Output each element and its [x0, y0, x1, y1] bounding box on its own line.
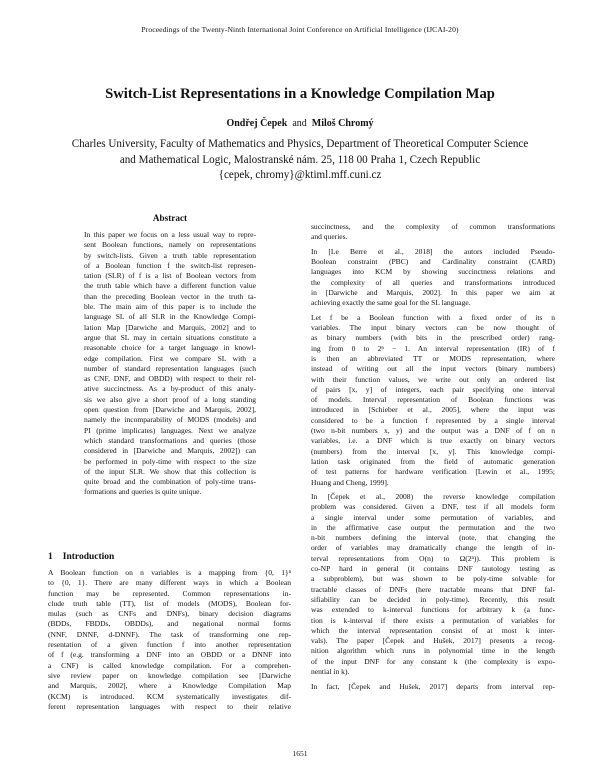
introduction-body — [48, 568, 291, 712]
text-line: n-bit numbers defining the interval (note, that changing the — [311, 533, 555, 543]
text-line: sifiability can be decided in poly-time). Recently, this result — [311, 594, 555, 604]
text-line: be performed in poly-time with respect to the size — [84, 456, 256, 466]
text-line: tion is k-interval if there exists a permutation of variables for — [311, 615, 555, 625]
text-line: edge compilation. First we compare SL with a — [84, 353, 256, 363]
text-line: to {0, 1}. There are many different ways in which a Boolean — [48, 578, 291, 588]
text-line: sis we also give a short proof of a long standing — [84, 394, 256, 404]
text-line: In [Čepek et al., 2008) the reverse knowledge compilation — [311, 491, 555, 501]
text-line: order of variables may dramatically change the length of in- — [311, 543, 555, 553]
text-line: of a Boolean function f the switch-list represen- — [84, 260, 256, 270]
text-line: lation task originated from the field of automatic generation — [311, 456, 555, 466]
text-line: as CNF, DNF, and OBDD) with respect to their rel- — [84, 374, 256, 384]
text-line: ative succinctness. As a by-product of this analy- — [84, 384, 256, 394]
text-line: of the input SLR. We show that this collection is — [84, 466, 256, 476]
text-line: ble. The main aim of this paper is to include the — [84, 302, 256, 312]
text-line: in the affirmative case output the permutation and the two — [311, 522, 555, 532]
text-line: function may be represented. Common representations in- — [48, 588, 291, 598]
abstract-heading: Abstract — [152, 213, 188, 223]
text-line: argue that SL may in certain situations constitute a — [84, 332, 256, 342]
text-line: variables. The input binary vectors can be now thought of — [311, 323, 555, 333]
text-line: (two n-bit numbers x, y) and the output was a DNF of f on n — [311, 426, 555, 436]
author-conjunction: and — [292, 118, 307, 129]
text-line: nition algorithm which runs in polynomial time in the length — [311, 646, 555, 656]
text-line: mulas (such as CNFs and DNFs), binary decision diagrams — [48, 609, 291, 619]
text-line: co-NP hard in general (it contains DNF tautology testing as — [311, 564, 555, 574]
text-line: Boolean constraint (PBC) and Cardinality constraint (CARD) — [311, 257, 555, 267]
text-line: succinctness, and the complexity of common transformations — [311, 222, 555, 231]
paragraph — [311, 682, 555, 692]
text-line: In fact, [Čepek and Hušek, 2017] departs from interval rep- — [311, 681, 555, 691]
text-line: than the preceding Boolean vector in the truth ta- — [84, 291, 256, 301]
text-line: (numbers) from the interval [x, y]. This knowledge compi- — [311, 446, 555, 456]
text-line: formations and queries is quite unique. — [84, 487, 202, 497]
text-line: problem was considered. Given a DNF, test if all models form — [311, 502, 555, 512]
author-1: Ondřej Čepek — [226, 118, 288, 129]
paper-title: Switch-List Representations in a Knowledge Compilation Map — [105, 86, 495, 102]
text-line: considered in [Darwiche and Marquis, 2002]) can — [84, 446, 256, 456]
text-line: of test patterns for hardware verification [Lewin et al., 1995; — [311, 467, 555, 477]
text-line: a CNF) is called knowledge compilation. For a comprehen- — [48, 660, 291, 670]
text-line: ing from 0 to 2ⁿ − 1. An interval representation (IR) of f — [311, 343, 555, 353]
author-list — [0, 118, 600, 129]
text-line: a single interval under some permutation of variables, and — [311, 512, 555, 522]
text-line: vals). The paper [Čepek and Hušek, 2017] presents a recog- — [311, 636, 555, 646]
paragraph — [311, 222, 555, 243]
text-line: the truth table which have a different function value — [84, 281, 256, 291]
text-line: tation (SLR) of f is a list of Boolean vectors from — [84, 271, 256, 281]
text-line: Huang and Cheng, 1999]. — [311, 477, 389, 487]
text-line: (BDDs, FBDDs, OBDDs), and negational normal forms — [48, 619, 291, 629]
text-line: by switch-lists. Given a truth table representation — [84, 250, 256, 260]
text-line: PI (prime implicates) languages. Next we analyze — [84, 425, 256, 435]
author-2: Miloš Chromý — [311, 118, 374, 129]
text-line: In this paper we focus on a less usual way to repre- — [84, 230, 256, 239]
text-line: terval representations from O(n) to Ω(2ⁿ)). This problem is — [311, 553, 555, 563]
text-line: namely the incomparability of MODS (models) and — [84, 415, 256, 425]
text-line: in [Darwiche and Marquis, 2002]. In this paper we aim at — [311, 287, 555, 297]
text-line: as binary numbers (with bits in the prescribed order) rang- — [311, 333, 555, 343]
text-line: In [Le Berre et al., 2018] the autors included Pseudo- — [311, 246, 555, 256]
paragraph — [311, 313, 555, 488]
text-line: considered to be a function f represented by a single interval — [311, 415, 555, 425]
text-line: of models. Interval representation of Boolean functions was — [311, 395, 555, 405]
affiliation-line: Charles University, Faculty of Mathematics and Physics, Department of Theoretical Computer Science — [71, 138, 529, 150]
text-line: and Marquis, 2002], where a Knowledge Compilation Map — [48, 681, 291, 691]
text-line: sive review paper on knowledge compilation see [Darwiche — [48, 670, 291, 680]
paragraph — [311, 492, 555, 677]
text-line: clude truth table (TT), list of models (MODS), Boolean for- — [48, 598, 291, 608]
text-line: tractable classes of DNFs (here tractable means that DNF fal- — [311, 584, 555, 594]
text-line: of pairs [x, y] of integers, each pair specifying one interval — [311, 384, 555, 394]
text-line: of the input DNF for any constant k (the complexity is expo- — [311, 656, 555, 666]
text-line: A Boolean function on n variables is a mapping from {0, 1}ⁿ — [48, 568, 291, 577]
section-title: Introduction — [62, 552, 115, 562]
text-line: open question from [Darwiche and Marquis, 2002], — [84, 405, 256, 415]
affiliation-line: and Mathematical Logic, Malostranské nám. 25, 118 00 Praha 1, Czech Republic — [119, 153, 481, 166]
text-line: which the interval representation consist of at most k inter- — [311, 625, 555, 635]
text-line: introduced in [Schieber et al., 2005], where the input was — [311, 405, 555, 415]
right-column-body — [311, 222, 555, 692]
section-heading — [48, 552, 124, 562]
section-number: 1 — [48, 552, 53, 562]
text-line: and queries. — [311, 232, 348, 242]
text-line: instead of writing out all the input vectors (binary numbers) — [311, 364, 555, 374]
affiliation — [20, 137, 580, 184]
text-line: (NNF, DNNF, d-DNNF). The task of transforming one rep- — [48, 629, 291, 639]
text-line: which standard transformations and queries (those — [84, 435, 256, 445]
author-emails: {cepek, chromy}@ktiml.mff.cuni.cz — [218, 169, 382, 181]
text-line: reasonable choice for a target language in knowl- — [84, 343, 256, 353]
abstract-body — [84, 230, 256, 498]
text-line: is then an abbreviated TT or MODS representation, where — [311, 353, 555, 363]
text-line: languages into KCM by showing succinctness relations and — [311, 267, 555, 277]
text-line: the complexity of all queries and transformations introduced — [311, 277, 555, 287]
text-line: language SL of all SLR in the Knowledge Compi- — [84, 312, 256, 322]
text-line: was extended to k-interval functions for arbitrary k (a func- — [311, 605, 555, 615]
text-line: a subproblem), but was shown to be poly-time solvable for — [311, 574, 555, 584]
text-line: achieving exactly the same goal for the SL language. — [311, 298, 471, 308]
text-line: quite broad and the combination of poly-time trans- — [84, 477, 256, 487]
text-line: with their function values, we write out only an ordered list — [311, 374, 555, 384]
text-line: number of standard representation languages (such — [84, 363, 256, 373]
text-line: lation Map [Darwiche and Marquis, 2002] and to — [84, 322, 256, 332]
page-number: 1651 — [292, 749, 308, 758]
text-line: (KCM) is introduced. KCM systematically investigates dif- — [48, 691, 291, 701]
text-line: variables, i.e. a DNF which is true exactly on binary vectors — [311, 436, 555, 446]
text-line: nential in k). — [311, 667, 350, 677]
text-line: resentation of a given function f into another representation — [48, 640, 291, 650]
text-line: of f (e.g. transforming a DNF into an OBDD or a DNNF into — [48, 650, 291, 660]
text-line: sent Boolean functions, namely on representations — [84, 240, 256, 250]
text-line: Let f be a Boolean function with a fixed order of its n — [311, 312, 555, 322]
proceedings-header: Proceedings of the Twenty-Ninth International Joint Conference on Artificial Intelligence (IJCAI-20) — [141, 25, 459, 34]
text-line: ferent representation languages with respect to their relative — [48, 701, 291, 711]
paragraph — [311, 247, 555, 309]
